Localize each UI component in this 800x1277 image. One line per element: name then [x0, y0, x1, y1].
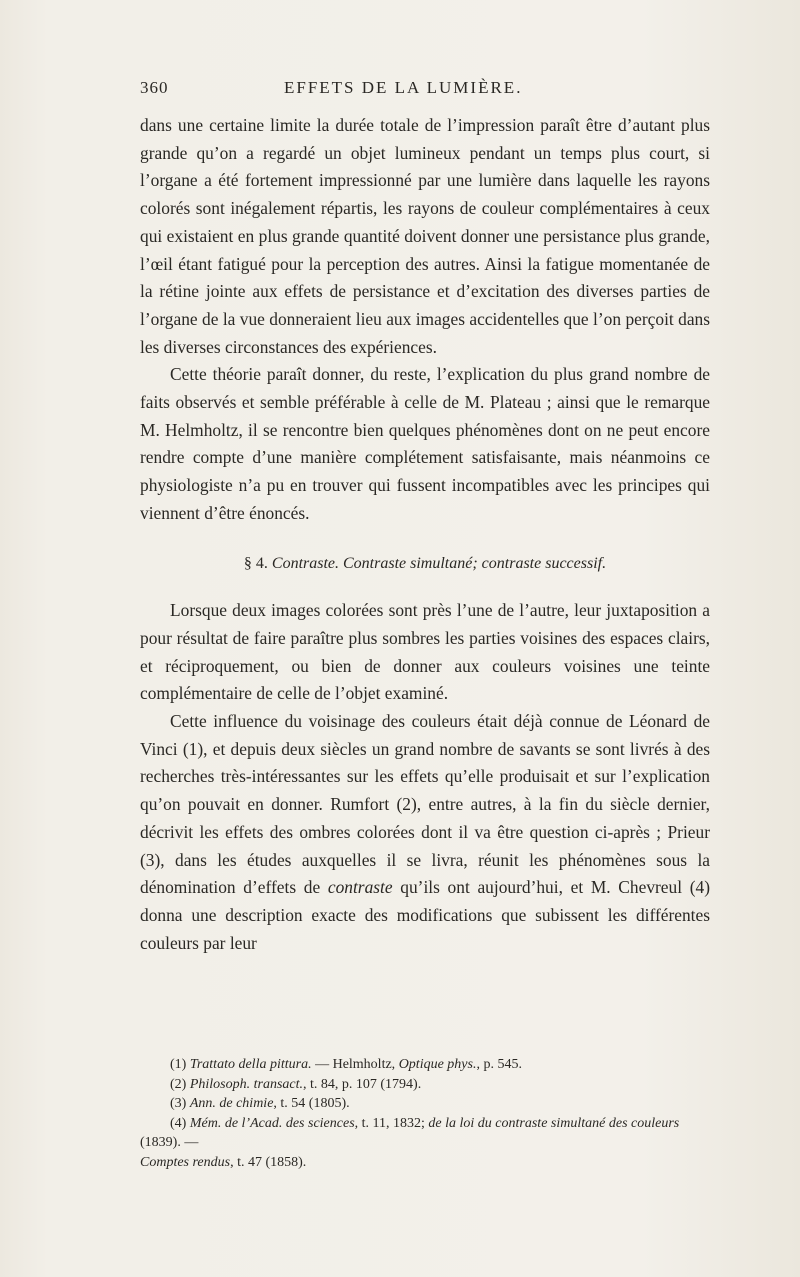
section-number: § 4. [243, 554, 268, 572]
paragraph-continued: dans une certaine limite la durée totale de l’impression paraît être d’autant plus grande qu’on a regardé un objet lumineux pendant un temps plus court, si l’organe a été fortement impressionné par une lumière dans laquelle les rayons colorés sont inégalement répartis, les rayons de couleur complémentaires à ceux qui existaient en plus grande quantité doivent donner une persistance plus grande, l’œil étant fatigué pour la perception des autres. Ainsi la fatigue momentanée de la rétine jointe aux effets de persistance et d’excitation des diverses parties de l’organe de la vue donneraient lieu aux images accidentelles que l’on perçoit dans les diverses circonstances des expériences. [140, 115, 710, 357]
footnote-text: (1839). — [140, 1135, 199, 1150]
footnote-number: (4) [170, 1115, 190, 1131]
footnote-3 [140, 1094, 710, 1114]
footnote-4-continued [140, 1153, 710, 1173]
text-run-italic: contraste [327, 877, 393, 898]
footnote-title: Comptes rendus [140, 1154, 231, 1170]
footnote-text: , t. 47 (1858). [230, 1154, 307, 1170]
footnote-title: Philosoph. transact. [189, 1076, 303, 1092]
paragraph-juxtaposition: Lorsque deux images colorées sont près l’une de l’autre, leur juxtaposition a pour résultat de faire paraître plus sombres les parties voisines des espaces clairs, et réciproquement, ou bien de donner aux couleurs voisines une teinte complémentaire de celle de l’objet examiné. [140, 600, 710, 704]
footnote-text: , p. 545. [476, 1057, 522, 1072]
paragraph-theory: Cette théorie paraît donner, du reste, l’explication du plus grand nombre de faits observés et semble préférable à celle de M. Plateau ; ainsi que le remarque M. Helmholtz, il se rencontre bien quelques phénomènes dont on ne peut encore rendre compte d’une manière complétement satisfaisante, mais néanmoins ce physiologiste n’a pu en trouver qui fussent incompatibles avec les principes qui viennent d’être énoncés. [140, 364, 710, 523]
footnote-title: Optique phys. [398, 1057, 477, 1072]
footnote-1 [140, 1055, 710, 1075]
page-header [140, 78, 709, 102]
footnote-number: (3) [170, 1096, 190, 1111]
text-run: Cette influence du voisinage des couleurs était déjà connue de Léonard de Vinci (1), et depuis deux siècles un grand nombre de savants se sont livrés à des recherches très-intéressantes sur les effets qu’elle produisait et sur l’explication qu’on pouvait en donner. Rumfort (2), entre autres, à la fin du siècle dernier, décrivit les effets des ombres colorées dont il va être question ci-après ; Prieur (3), dans les études auxquelles il se livra, réunit les phénomènes sous la dénomination d’effets de [140, 711, 710, 898]
running-title: EFFETS DE LA LUMIÈRE. [284, 78, 523, 97]
footnote-number: (1) [170, 1057, 190, 1072]
text-run: qu’ils ont aujourd’hui, et M. Chevreul (4) donna une description exacte des modifications que subissent les différentes couleurs par leur [140, 877, 710, 953]
footnote-2 [140, 1075, 710, 1095]
body-text [140, 112, 710, 957]
footnotes [140, 1055, 710, 1172]
section-title: Contraste. Contraste simultané; contraste successif. [271, 554, 607, 572]
section-heading [140, 550, 710, 578]
page-number: 360 [140, 78, 169, 97]
footnote-text: , t. 54 (1805). [273, 1096, 350, 1111]
footnote-text: , t. 11, 1832; [354, 1115, 429, 1131]
paragraph-rumfort [140, 708, 710, 957]
footnote-title: Trattato della pittura. [189, 1057, 312, 1072]
footnote-number: (2) [170, 1076, 190, 1092]
footnote-title: Mém. de l’Acad. des sciences [189, 1115, 355, 1131]
footnote-text: , t. 84, p. 107 (1794). [303, 1076, 422, 1092]
footnote-title: de la loi du contraste simultané des couleurs [428, 1115, 680, 1131]
footnote-4 [140, 1114, 710, 1153]
footnote-text: — Helmholtz, [311, 1057, 399, 1072]
footnote-title: Ann. de chimie [189, 1096, 274, 1111]
